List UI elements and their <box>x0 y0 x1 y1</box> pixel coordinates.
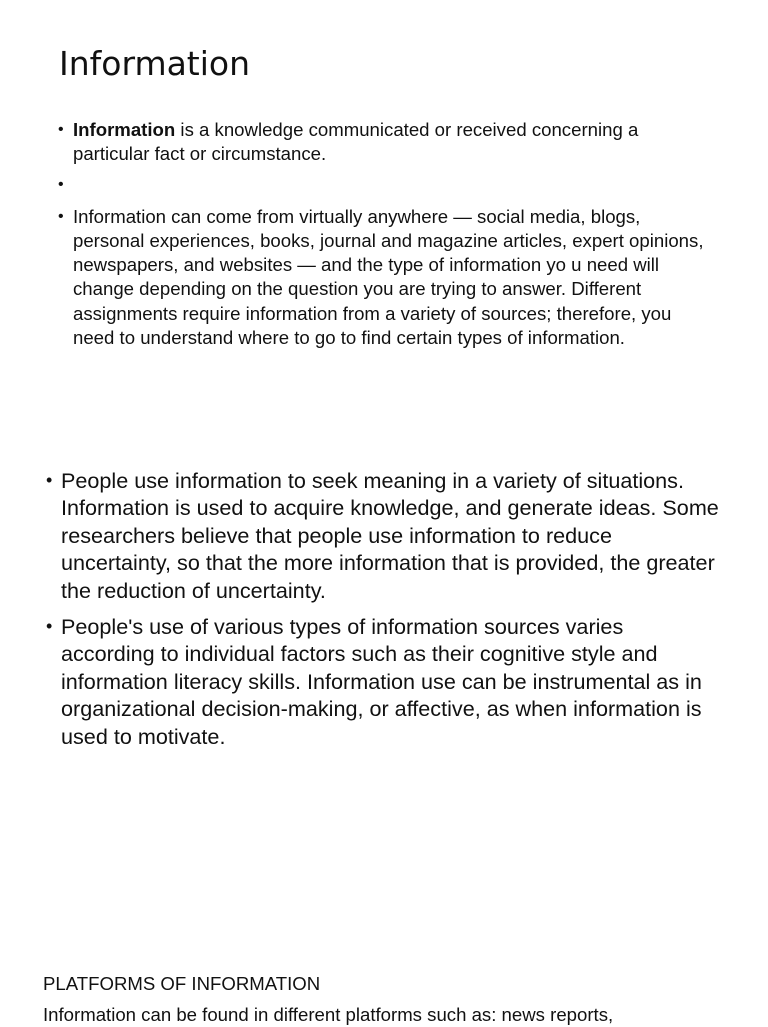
main-bullet-list <box>46 467 721 759</box>
main-bullet-item <box>46 467 721 604</box>
main-item-text: People's use of various types of information sources varies according to individual factors such as their cognitive style and information literacy skills. Information use can be instrumental as in organizational decision-making, or affective, as when information is used to motivate. <box>61 614 702 749</box>
bullet-glyph: • <box>58 207 64 225</box>
intro-bullet-item-empty <box>58 173 713 197</box>
page-title: Information <box>59 44 251 83</box>
intro-bullet-list <box>58 118 713 356</box>
intro-item-bold-term: Information <box>73 119 176 140</box>
bullet-glyph: • <box>58 121 64 138</box>
platforms-text: Information can be found in different platforms such as: news reports, <box>43 1004 614 1025</box>
bullet-glyph: • <box>46 616 53 637</box>
intro-item-text: is a knowledge communicated or received concerning a particular fact or circumstance. <box>73 119 639 165</box>
main-item-text: People use information to seek meaning in a variety of situations. Information is used to acquire knowledge, and generate ideas. Some researchers believe that people use information to reduce uncertainty, so that the more information that is provided, the greater the reduction of uncertainty. <box>61 468 719 603</box>
bullet-glyph: • <box>46 470 53 490</box>
intro-bullet-item <box>58 205 713 351</box>
bullet-glyph: • <box>58 175 64 193</box>
platforms-heading: PLATFORMS OF INFORMATION <box>43 973 321 994</box>
intro-item-text: Information can come from virtually anywhere — social media, blogs, personal experiences, books, journal and magazine articles, expert opinions, newspapers, and websites — and the type of information yo u need will change depending on the question you are trying to answer. Different assignments require information from a variety of sources; therefore, you need to understand where to go to find certain types of information. <box>73 205 704 349</box>
main-bullet-item <box>46 613 721 750</box>
intro-bullet-item <box>58 118 713 167</box>
